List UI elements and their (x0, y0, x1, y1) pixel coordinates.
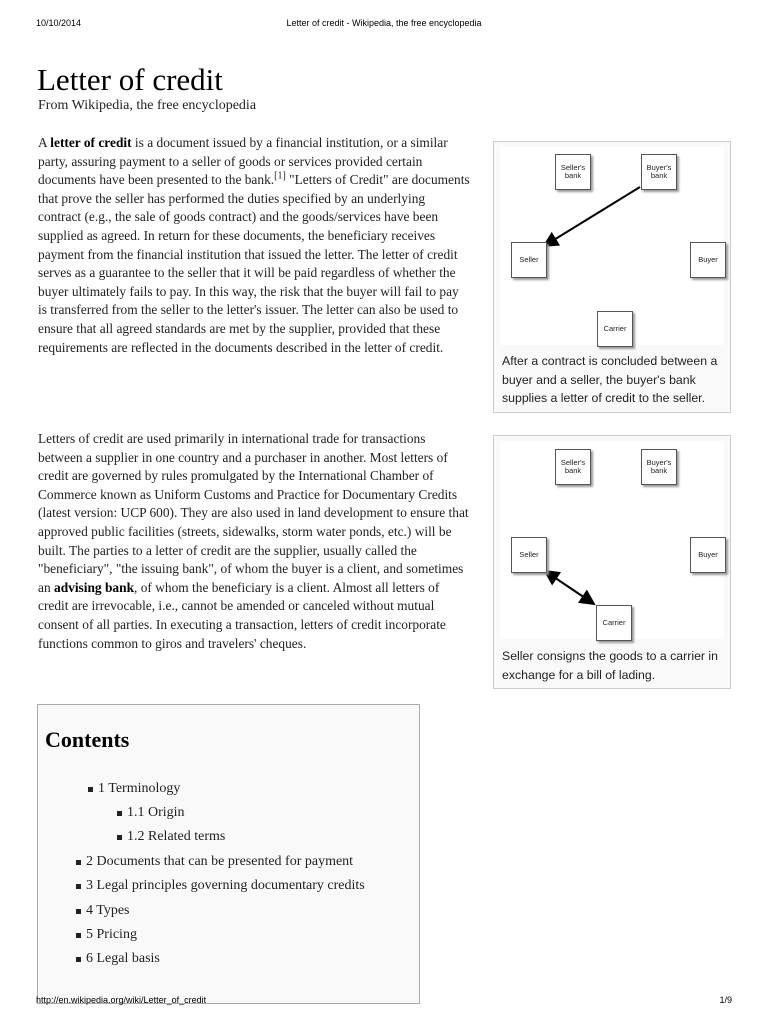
toc-item-label: 3 Legal principles governing documentary credits (86, 878, 365, 893)
bullet-icon (117, 811, 122, 816)
print-header (0, 18, 768, 32)
bullet-icon (88, 787, 93, 792)
node-buyers-bank: Buyer's bank (641, 449, 677, 485)
toc-item-legal-principles[interactable] (86, 877, 365, 895)
intro-paragraph (38, 134, 470, 357)
bullet-icon (76, 933, 81, 938)
toc-item-types[interactable] (86, 902, 129, 920)
bullet-icon (76, 860, 81, 865)
reference-link[interactable]: [1] (274, 170, 286, 182)
para-text: "Letters of Credit" are documents that prove the seller has performed the duties specified by an underlying contract (e.g., the sale of goods contract) and the goods/services have been supplied as agreed. In return for these documents, the beneficiary receives payment from the financial institution that issued the letter. The letter of credit serves as a guarantee to the seller that it will be paid regardless of whether the buyer ultimately fails to pay. In this way, the risk that the buyer will fail to pay is transferred from the seller to the letter's issuer. The letter can also be used to ensure that all agreed standards are met by the supplier, provided that these requirements are reflected in the documents described in the letter of credit. (38, 172, 470, 355)
node-seller: Seller (511, 242, 547, 278)
page-subtitle: From Wikipedia, the free encyclopedia (38, 98, 257, 113)
para-text: , of whom the beneficiary is a client. Almost all letters of credit are irrevocable, i.e., cannot be amended or canceled without mutual consent of all parties. In executing a transaction, letters of credit incorporate functions common to giros and travelers' cheques. (38, 579, 446, 651)
node-buyers-bank: Buyer's bank (641, 154, 677, 190)
figure-letter-of-credit-issued (493, 141, 731, 413)
node-seller: Seller (511, 537, 547, 573)
print-title: Letter of credit - Wikipedia, the free encyclopedia (286, 18, 482, 28)
page-title: Letter of credit (37, 62, 223, 97)
node-sellers-bank: Seller's bank (555, 449, 591, 485)
toc-item-terminology[interactable] (98, 780, 180, 798)
toc-item-related-terms[interactable] (127, 828, 225, 846)
bullet-icon (76, 909, 81, 914)
usage-paragraph (38, 430, 470, 653)
toc-item-label: 1.2 Related terms (127, 829, 226, 844)
toc-item-label: 1 Terminology (98, 781, 181, 796)
table-of-contents (37, 704, 420, 1004)
term-advising-bank: advising bank (54, 579, 135, 595)
node-carrier: Carrier (596, 605, 632, 641)
arrow-seller-carrier (545, 571, 594, 604)
page-number: 1/9 (719, 995, 732, 1005)
term-letter-of-credit: letter of credit (50, 135, 132, 150)
toc-title: Contents (45, 727, 130, 752)
node-carrier: Carrier (597, 311, 633, 347)
toc-item-legal-basis[interactable] (86, 950, 160, 968)
print-date: 10/10/2014 (36, 18, 82, 28)
node-buyer: Buyer (690, 242, 726, 278)
toc-item-pricing[interactable] (86, 926, 137, 944)
para-text: is a document issued by a financial institution, or a similar party, assuring payment to a seller of goods or services provided certain documents have been presented to the bank. (38, 135, 448, 188)
para-text: A (38, 135, 51, 150)
node-sellers-bank: Seller's bank (555, 154, 591, 190)
toc-item-label: 4 Types (86, 903, 130, 918)
diagram-image[interactable] (500, 147, 724, 345)
bullet-icon (117, 835, 122, 840)
bullet-icon (76, 957, 81, 962)
toc-item-origin[interactable] (127, 804, 185, 822)
toc-item-label: 5 Pricing (86, 927, 137, 942)
toc-item-label: 2 Documents that can be presented for payment (86, 854, 354, 869)
para-text: Letters of credit are used primarily in international trade for transactions between a supplier in one country and a purchaser in another. Most letters of credit are governed by rules promulgated by the International Chamber of Commerce known as Uniform Customs and Practice for Documentary Credits (latest version: UCP 600). They are also used in land development to ensure that approved public facilities (streets, sidewalks, storm water ponds, etc.) will be built. The parties to a letter of credit are the supplier, usually called the "beneficiary", "the issuing bank", of whom the buyer is a client, and sometimes an (38, 431, 469, 595)
toc-item-label: 1.1 Origin (127, 805, 185, 820)
toc-item-documents[interactable] (86, 853, 353, 871)
arrow-buyers-bank-to-seller (544, 187, 640, 246)
figure-goods-consigned (493, 435, 731, 689)
toc-item-label: 6 Legal basis (86, 951, 160, 966)
figure-caption: After a contract is concluded between a buyer and a seller, the buyer's bank supplies a letter of credit to the seller. (502, 354, 718, 405)
print-footer (0, 995, 768, 1009)
figure-caption: Seller consigns the goods to a carrier in exchange for a bill of lading. (502, 649, 718, 682)
node-buyer: Buyer (690, 537, 726, 573)
diagram-image[interactable] (500, 441, 724, 639)
bullet-icon (76, 884, 81, 889)
print-url: http://en.wikipedia.org/wiki/Letter_of_credit (36, 995, 207, 1005)
